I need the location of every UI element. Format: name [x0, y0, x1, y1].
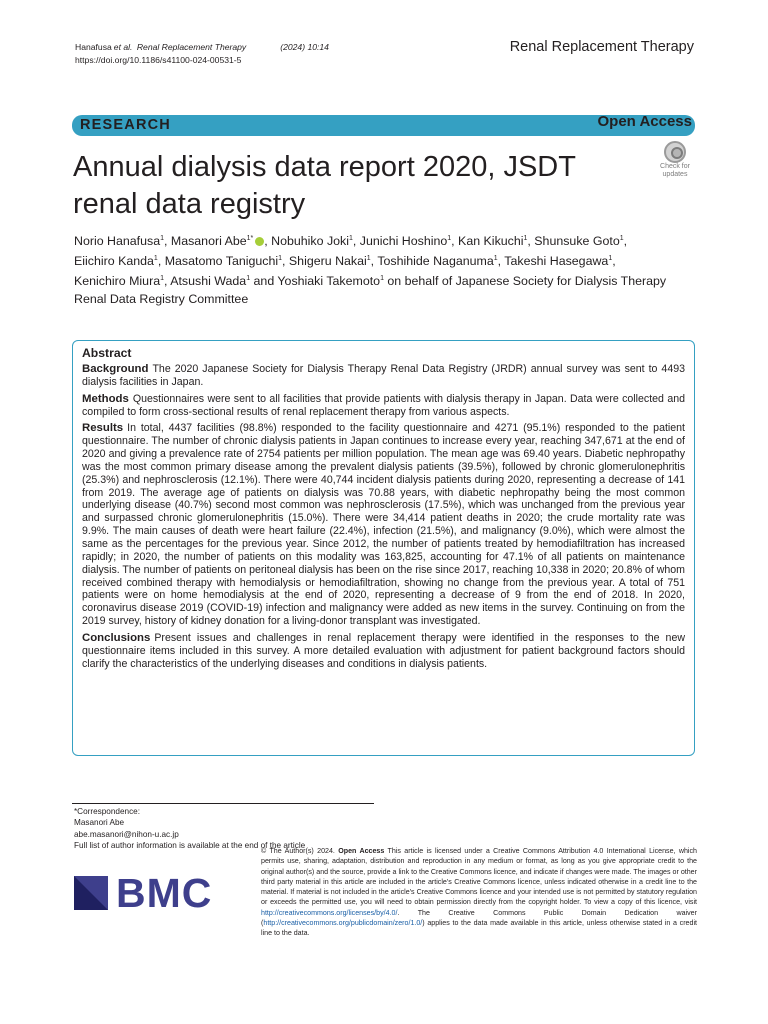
- citation-volume: (2024) 10:14: [280, 42, 329, 52]
- citation-journal: Renal Replacement Therapy: [136, 42, 247, 52]
- citation-header: [75, 41, 331, 67]
- abstract-box: [72, 340, 695, 756]
- correspondence-block: *Correspondence: Masanori Abe abe.masanori@nihon-u.ac.jp Full list of author information is available at the end of the article: [74, 807, 306, 850]
- citation-authors: Hanafusa: [75, 42, 112, 52]
- license-text: © The Author(s) 2024. Open Access This article is licensed under a Creative Commons Attribution 4.0 International License, which permits use, sharing, adaptation, distribution and reproduction in any medium or format, as long as you give appropriate credit to the original author(s) and the source, provide a link to the Creative Commons licence, and indicate if changes were made. The images or other third party material in this article are included in the article's Creative Commons licence, unless indicated otherwise in a credit line to the material. If material is not included in the article's Creative Commons licence and your intended use is not permitted by statutory regulation or exceeds the permitted use, you will need to obtain permission directly from the copyright holder. To view a copy of this licence, visit http://creativecommons.org/licenses/by/4.0/. The Creative Commons Public Domain Dedication waiver (http://creativecommons.org/publicdomain/zero/1.0/) applies to the data made available in this article, unless otherwise stated in a credit line to the data.: [261, 847, 697, 938]
- open-access-label: Open Access: [597, 113, 692, 130]
- orcid-icon[interactable]: [255, 237, 264, 246]
- public-domain-link[interactable]: http://creativecommons.org/publicdomain/zero/1.0/: [263, 919, 423, 928]
- abstract-background: Background The 2020 Japanese Society for Dialysis Therapy Renal Data Registry (JRDR) annual survey was sent to 4493 dialysis facilities in Japan.: [82, 363, 685, 388]
- check-updates-icon: [664, 141, 686, 163]
- bmc-logo-icon: [74, 876, 108, 910]
- license-link[interactable]: http://creativecommons.org/licenses/by/4.0/: [261, 908, 398, 917]
- author-list: Norio Hanafusa$^1$, Masanori Abe$^{1*}$ , Nobuhiko Joki$^1$, Junichi Hoshino$^1$, Kan Kikuchi$^1$, Shunsuke Goto$^1$, Eiichiro Kanda$^1$, Masatomo Taniguchi$^1$, Shigeru Nakai$^1$, Toshihide Naganuma$^1$, Takeshi Hasegawa$^1$, Kenichiro Miura$^1$, Atsushi Wada$^1$ and Yoshiaki Takemoto$^1$ on behalf of Japanese Society for Dialysis Therapy Renal Data Registry Committee: [74, 234, 667, 307]
- abstract-methods: Methods Questionnaires were sent to all facilities that provide patients with dialysis therapy in Japan. Data were collected and compiled to form cross-sectional results of renal replacement therapy from various aspects.: [82, 392, 685, 418]
- article-title: Annual dialysis data report 2020, JSDT renal data registry: [73, 151, 576, 220]
- abstract-results: Results In total, 4437 facilities (98.8%) responded to the facility questionnaire and 4271 (95.1%) responded to the patient questionnaire. The number of chronic dialysis patients in Japan continues to increase every year, reaching 347,671 at the end of 2020 and giving a prevalence rate of 2754 patients per million population. The mean age was 69.40 years. Diabetic nephropathy was the most common primary disease among the prevalent dialysis patients (39.5%), followed by chronic glomerulonephritis (25.3%) and nephrosclerosis (12.1%). There were 40,744 incident dialysis patients during 2020, representing a decrease of 141 from 2019. The average age of patients on dialysis was 70.88 years, with diabetic nephropathy being the most common underlying disease (40.7%) second most common was nephrosclerosis (17.5%), which was unchanged from the previous year and surpassed chronic glomerulonephritis (15.0%). There were 34,414 patient deaths in 2020; the crude mortality rate was 9.9%. The main causes of death were heart failure (22.4%), infection (21.5%), and malignancy (9.0%), which were almost the same as the percentages for the previous year. Since 2012, the number of patients treated by hemodiafiltration has increased rapidly; in 2020, the number of patients on this modality was 163,825, accounting for 47.1% of all patients on maintenance dialysis. The number of patients on peritoneal dialysis has been on the rise since 2017, reaching 10,338 in 2020; 20.8% of whom received combined therapy with hemodialysis or hemodiafiltration, showing no change from the previous year. A total of 751 patients were on home hemodialysis at the end of 2020, representing a decrease of 9 from the end of 2018. In 2020, coronavirus disease 2019 (COVID-19) infection and malignancy were added as new items in the survey. Continuing on from the 2019 survey, history of kidney donation for a living-donor transplant was investigated.: [82, 422, 685, 628]
- doi-link[interactable]: https://doi.org/10.1186/s41100-024-00531-5: [75, 55, 242, 65]
- footnote-divider: [72, 803, 374, 804]
- correspondence-email[interactable]: abe.masanori@nihon-u.ac.jp: [74, 829, 179, 839]
- bmc-logo: [74, 870, 214, 916]
- bmc-logo-text: BMC: [116, 870, 213, 916]
- citation-etal: et al.: [113, 42, 133, 52]
- article-type-label: RESEARCH: [80, 117, 171, 133]
- abstract-conclusions: Conclusions Present issues and challenges in renal replacement therapy were identified in the responses to the new questionnaire items included in this survey. A more detailed evaluation with adjustment for patient background factors should clarify the characteristics of the underlying diseases and conditions in dialysis patients.: [82, 631, 685, 670]
- check-for-updates-button[interactable]: [655, 141, 695, 181]
- abstract-heading: Abstract: [82, 346, 132, 360]
- check-updates-label: Check for updates: [660, 163, 690, 178]
- article-type-banner: [72, 115, 695, 136]
- journal-name: Renal Replacement Therapy: [509, 39, 694, 55]
